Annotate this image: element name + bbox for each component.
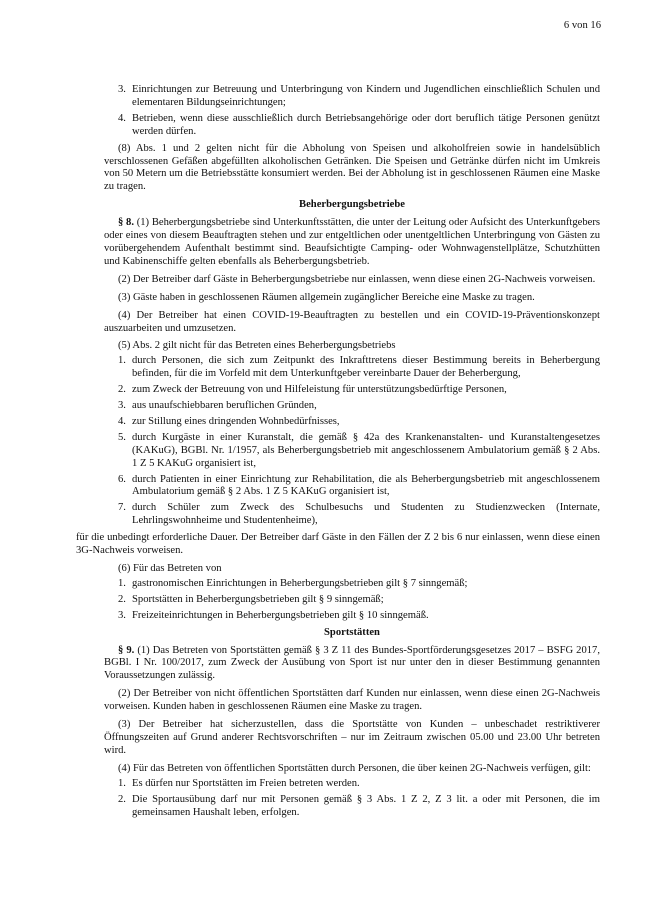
item-text: durch Kurgäste in einer Kuranstalt, die gemäß § 42a des Krankenanstalten- und Kuranstaltengesetzes (KAKuG), BGBl. Nr. 1/1957, als Beherbergungsbetrieb mit angeschlossenem Ambulatorium gemäß § 2 Abs. 1 Z 5 KAKuG organisiert ist, bbox=[132, 431, 600, 469]
item-number: 5. bbox=[118, 431, 126, 443]
paragraph-s9-abs1 bbox=[104, 645, 600, 684]
item-number: 2. bbox=[118, 593, 126, 605]
list-s9-abs4 bbox=[104, 778, 600, 820]
list-item bbox=[118, 794, 600, 820]
item-text: Die Sportausübung darf nur mit Personen gemäß § 3 Abs. 1 Z 2, Z 3 lit. a oder mit Personen, die im gemeinsamen Haushalt leben, erfolgen. bbox=[132, 793, 600, 818]
s8-abs1-text: (1) Beherbergungsbetriebe sind Unterkunftsstätten, die unter der Leitung oder Aufsicht des Unterkunftgebers oder eines von diesem Beauftragten stehen und zur entgeltlichen oder unentgeltlichen Unterbringung von Gästen zu vorübergehendem Aufenthalt bestimmt sind. Beaufsichtigte Camping- oder Wohnwagenstellplätze, Schutzhütten und Kabinenschiffe gelten ebenfalls als Beherbergungsbetrieb. bbox=[104, 217, 600, 267]
page-content bbox=[76, 84, 600, 823]
paragraph-s9-abs3: (3) Der Betreiber hat sicherzustellen, dass die Sportstätte von Kunden – unbeschadet restriktiverer Öffnungszeiten auf Grund anderer Rechtsvorschriften – nur im Zeitraum zwischen 05.00 und 23.00 Uhr betreten wird. bbox=[104, 719, 600, 756]
list-item bbox=[118, 474, 600, 500]
item-text: gastronomischen Einrichtungen in Beherbergungsbetrieben gilt § 7 sinngemäß; bbox=[132, 577, 468, 589]
list-s8-abs6 bbox=[104, 578, 600, 623]
item-text: Sportstätten in Beherbergungsbetrieben gilt § 9 sinngemäß; bbox=[132, 593, 384, 605]
list-item bbox=[118, 578, 600, 591]
item-text: zur Stillung eines dringenden Wohnbedürfnisses, bbox=[132, 415, 340, 427]
list-s8-abs5 bbox=[104, 355, 600, 528]
item-number: 4. bbox=[118, 112, 126, 124]
list-item bbox=[118, 400, 600, 413]
paragraph-s8-abs3: (3) Gäste haben in geschlossenen Räumen allgemein zugänglicher Bereiche eine Maske zu tragen. bbox=[118, 291, 535, 303]
item-number: 3. bbox=[118, 400, 126, 412]
paragraph-abs8: (8) Abs. 1 und 2 gelten nicht für die Abholung von Speisen und alkoholfreien sowie in handelsüblich verschlossenen Gefäßen abgefüllten alkoholischen Getränken. Die Speisen und Getränke dürfen nicht im Umkreis von 50 Metern um die Betriebsstätte konsumiert werden. Bei der Abholung ist in geschlossenen Räumen eine Maske zu tragen. bbox=[104, 142, 600, 193]
item-number: 1. bbox=[118, 577, 126, 589]
list-item bbox=[118, 594, 600, 607]
list-top bbox=[104, 84, 600, 139]
section-heading-beherbergung: Beherbergungsbetriebe bbox=[299, 199, 405, 211]
item-number: 7. bbox=[118, 502, 126, 514]
item-text: durch Personen, die sich zum Zeitpunkt des Inkrafttretens dieser Bestimmung bereits in Beherbergung befinden, für die im Vorfeld mit dem Unterkunftgeber vereinbarte Dauer der Beherbergung, bbox=[132, 355, 600, 380]
item-text: Es dürfen nur Sportstätten im Freien betreten werden. bbox=[132, 777, 360, 789]
item-text: Freizeiteinrichtungen in Beherbergungsbetrieben gilt § 10 sinngemäß. bbox=[132, 609, 429, 621]
section-heading-sport: Sportstätten bbox=[324, 626, 380, 638]
list-item bbox=[118, 502, 600, 528]
paragraph-s9-abs2: (2) Der Betreiber von nicht öffentlichen Sportstätten darf Kunden nur einlassen, wenn diese einen 2G-Nachweis vorweisen. Kunden haben in geschlossenen Räumen eine Maske zu tragen. bbox=[104, 688, 600, 713]
s9-abs1-text: (1) Das Betreten von Sportstätten gemäß § 3 Z 11 des Bundes-Sportförderungsgesetzes 2017 – BSFG 2017, BGBl. I Nr. 100/2017, zum Zweck der Ausübung von Sport ist nur unter den in dieser Bestimmung genannten Voraussetzungen zulässig. bbox=[104, 644, 600, 682]
item-number: 1. bbox=[118, 355, 126, 367]
section-label-s9: § 9. bbox=[118, 644, 135, 656]
item-text: durch Patienten in einer Einrichtung zur Rehabilitation, die als Beherbergungsbetrieb mit angeschlossenem Ambulatorium gemäß § 2 Abs. 1 Z 5 KAKuG organisiert ist, bbox=[132, 473, 600, 498]
paragraph-s8-abs1 bbox=[104, 217, 600, 269]
list-item bbox=[118, 416, 600, 429]
paragraph-s8-abs4: (4) Der Betreiber hat einen COVID-19-Beauftragten zu bestellen und ein COVID-19-Präventionskonzept auszuarbeiten und umzusetzen. bbox=[104, 309, 600, 334]
item-text: Einrichtungen zur Betreuung und Unterbringung von Kindern und Jugendlichen einschließlich Schulen und elementaren Bildungseinrichtungen; bbox=[132, 84, 600, 108]
list-item bbox=[118, 432, 600, 471]
paragraph-s8-abs5-tail: für die unbedingt erforderliche Dauer. Der Betreiber darf Gäste in den Fällen der Z 2 bis 6 nur einlassen, wenn diese einen 3G-Nachweis vorweisen. bbox=[76, 532, 600, 557]
page-number: 6 von 16 bbox=[563, 20, 601, 31]
item-text: aus unaufschiebbaren beruflichen Gründen, bbox=[132, 400, 317, 412]
item-text: Betrieben, wenn diese ausschließlich durch Betriebsangehörige oder dort beruflich tätige Personen genützt werden dürfen. bbox=[132, 112, 600, 137]
section-label-s8: § 8. bbox=[118, 217, 134, 229]
item-text: durch Schüler zum Zweck des Schulbesuchs und Studenten zu Studienzwecken (Internate, Lehrlingswohnheime und Studentenheime), bbox=[132, 502, 600, 527]
item-number: 1. bbox=[118, 777, 126, 789]
paragraph-s8-abs6: (6) Für das Betreten von bbox=[118, 563, 222, 574]
list-item bbox=[118, 84, 600, 110]
paragraph-s9-abs4: (4) Für das Betreten von öffentlichen Sportstätten durch Personen, die über keinen 2G-Nachweis verfügen, gilt: bbox=[118, 762, 591, 774]
item-number: 2. bbox=[118, 793, 126, 805]
item-number: 4. bbox=[118, 415, 126, 427]
list-item bbox=[118, 384, 600, 397]
paragraph-s8-abs2: (2) Der Betreiber darf Gäste in Beherbergungsbetriebe nur einlassen, wenn diese einen 2G-Nachweis vorweisen. bbox=[118, 273, 596, 285]
item-number: 3. bbox=[118, 84, 126, 95]
list-item bbox=[118, 355, 600, 381]
list-item bbox=[118, 778, 600, 791]
item-number: 6. bbox=[118, 473, 126, 485]
list-item bbox=[118, 610, 600, 623]
item-number: 2. bbox=[118, 384, 126, 396]
paragraph-s8-abs5: (5) Abs. 2 gilt nicht für das Betreten eines Beherbergungsbetriebs bbox=[118, 340, 396, 352]
item-number: 3. bbox=[118, 609, 126, 621]
item-text: zum Zweck der Betreuung von und Hilfeleistung für unterstützungsbedürftige Personen, bbox=[132, 384, 507, 396]
list-item bbox=[118, 113, 600, 139]
